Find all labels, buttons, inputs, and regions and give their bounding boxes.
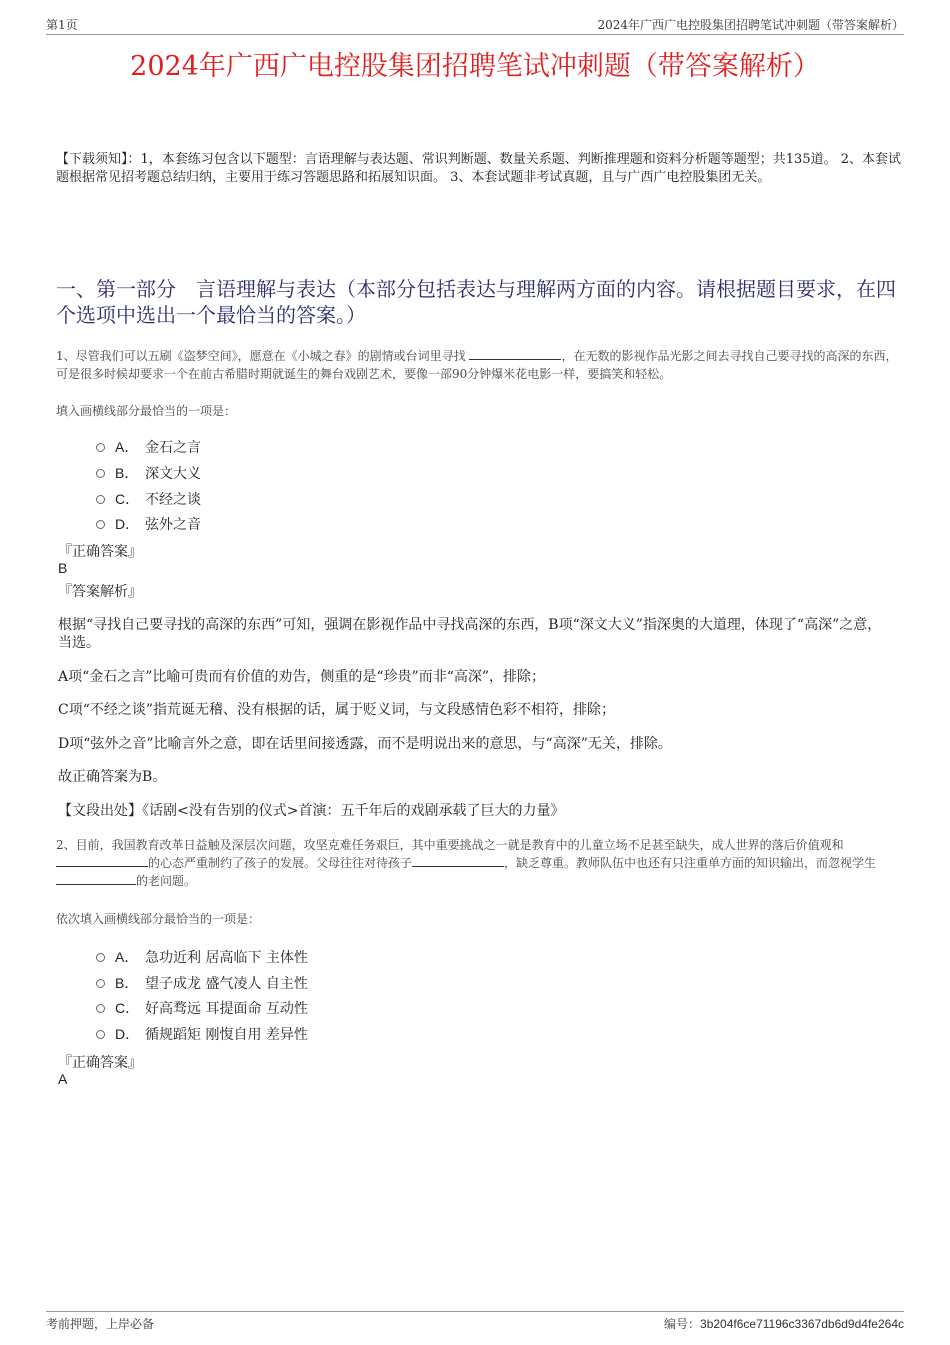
question-1-option-a[interactable]: A． 金石之言 [96, 437, 201, 457]
question-1-blank [469, 347, 561, 360]
footer-code-label: 编号： [664, 1317, 701, 1331]
question-2-option-d[interactable]: D． 循规蹈矩 刚愎自用 差异性 [96, 1024, 308, 1044]
running-header-title: 2024年广西广电控股集团招聘笔试冲刺题（带答案解析） [597, 18, 904, 32]
footer-divider [46, 1311, 904, 1312]
header-divider [46, 34, 904, 35]
question-1-option-c[interactable]: C． 不经之谈 [96, 489, 201, 509]
footer-code [664, 1315, 904, 1332]
question-2-correct-label: 『正确答案』 [58, 1055, 142, 1071]
radio-icon[interactable] [96, 443, 105, 452]
question-1-correct-label: 『正确答案』 [58, 544, 142, 560]
question-2-blank-2 [412, 854, 504, 867]
question-1-analysis-para-2: A项“金石之言”比喻可贵而有价值的劝告，侧重的是“珍贵”而非“高深”，排除； [58, 669, 546, 685]
question-1-option-b[interactable]: B． 深文大义 [96, 463, 201, 483]
question-2-option-a[interactable]: A． 急功近利 居高临下 主体性 [96, 947, 308, 967]
question-1-prompt: 填入画横线部分最恰当的一项是： [56, 404, 237, 418]
question-2-blank-1 [56, 854, 148, 867]
question-1-analysis-para-5: 故正确答案为B。 [58, 769, 167, 785]
question-2-option-c[interactable]: C． 好高骛远 耳提面命 互动性 [96, 998, 308, 1018]
radio-icon[interactable] [96, 979, 105, 988]
section-heading: 一、第一部分 言语理解与表达（本部分包括表达与理解两方面的内容。请根据题目要求，在四个选项中选出一个最恰当的答案。） [56, 277, 896, 327]
radio-icon[interactable] [96, 1004, 105, 1013]
question-1-source: 【文段出处】《话剧<没有告别的仪式>首演：五千年后的戏剧承载了巨大的力量》 [58, 803, 565, 819]
question-2-correct-answer: A [58, 1071, 68, 1087]
question-1-analysis-label: 『答案解析』 [58, 584, 142, 600]
radio-icon[interactable] [96, 469, 105, 478]
footer-code-value: 3b204f6ce71196c3367db6d9d4fe264c [700, 1317, 904, 1331]
radio-icon[interactable] [96, 953, 105, 962]
radio-icon[interactable] [96, 495, 105, 504]
question-2-blank-3 [56, 872, 136, 885]
radio-icon[interactable] [96, 1030, 105, 1039]
question-2-prompt: 依次填入画横线部分最恰当的一项是： [56, 912, 261, 926]
question-1-option-d[interactable]: D． 弦外之音 [96, 514, 201, 534]
question-1-text [56, 347, 901, 383]
question-2-option-b[interactable]: B． 望子成龙 盛气凌人 自主性 [96, 973, 308, 993]
question-2-text: 2、目前，我国教育改革日益触及深层次问题，攻坚克难任务艰巨，其中重要挑战之一就是教育中的儿童立场不足甚至缺失，成人世界的落后价值观和的心态严重制约了孩子的发展。父母往往对待孩子 ，缺乏尊重。教师队伍中也还有只注重单方面的知识输出，而忽视学生的老问题。 [56, 838, 877, 888]
footer-slogan: 考前押题，上岸必备 [46, 1317, 155, 1331]
radio-icon[interactable] [96, 520, 105, 529]
question-1-analysis-para-4: D项“弦外之音”比喻言外之意，即在话里间接透露，而不是明说出来的意思，与“高深”无关，排除。 [58, 736, 672, 752]
question-1-analysis-para-3: C项“不经之谈”指荒诞无稽、没有根据的话，属于贬义词，与文段感情色彩不相符，排除； [58, 702, 616, 718]
page-number: 第1页 [46, 18, 78, 32]
page-title: 2024年广西广电控股集团招聘笔试冲刺题（带答案解析） [130, 51, 820, 82]
question-1-correct-answer: B [58, 560, 68, 576]
question-1-analysis-para-1: 根据“寻找自己要寻找的高深的东西”可知，强调在影视作品中寻找高深的东西，B项“深文大义”指深奥的大道理，体现了“高深”之意，当选。 [58, 617, 882, 651]
question-1-before: 1、尽管我们可以五刷《盗梦空间》，愿意在《小城之春》的剧情或台词里寻找 [56, 349, 466, 363]
download-notice: 【下载须知】：1，本套练习包含以下题型：言语理解与表达题、常识判断题、数量关系题、判断推理题和资料分析题等题型；共135道。 2、本套试题根据常见招考题总结归纳，主要用于练习答题思路和拓展知识面。 3、本套试题非考试真题，且与广西广电控股集团无关。 [56, 152, 901, 185]
question-1-after: ，在无数的影视作品光影之间去寻找自己要寻找的高深的东西，可是很多时候却要求一个在前古希腊时期就诞生的舞台戏剧艺术，要像一部90分钟爆米花电影一样，要搞笑和轻松。 [56, 349, 898, 381]
